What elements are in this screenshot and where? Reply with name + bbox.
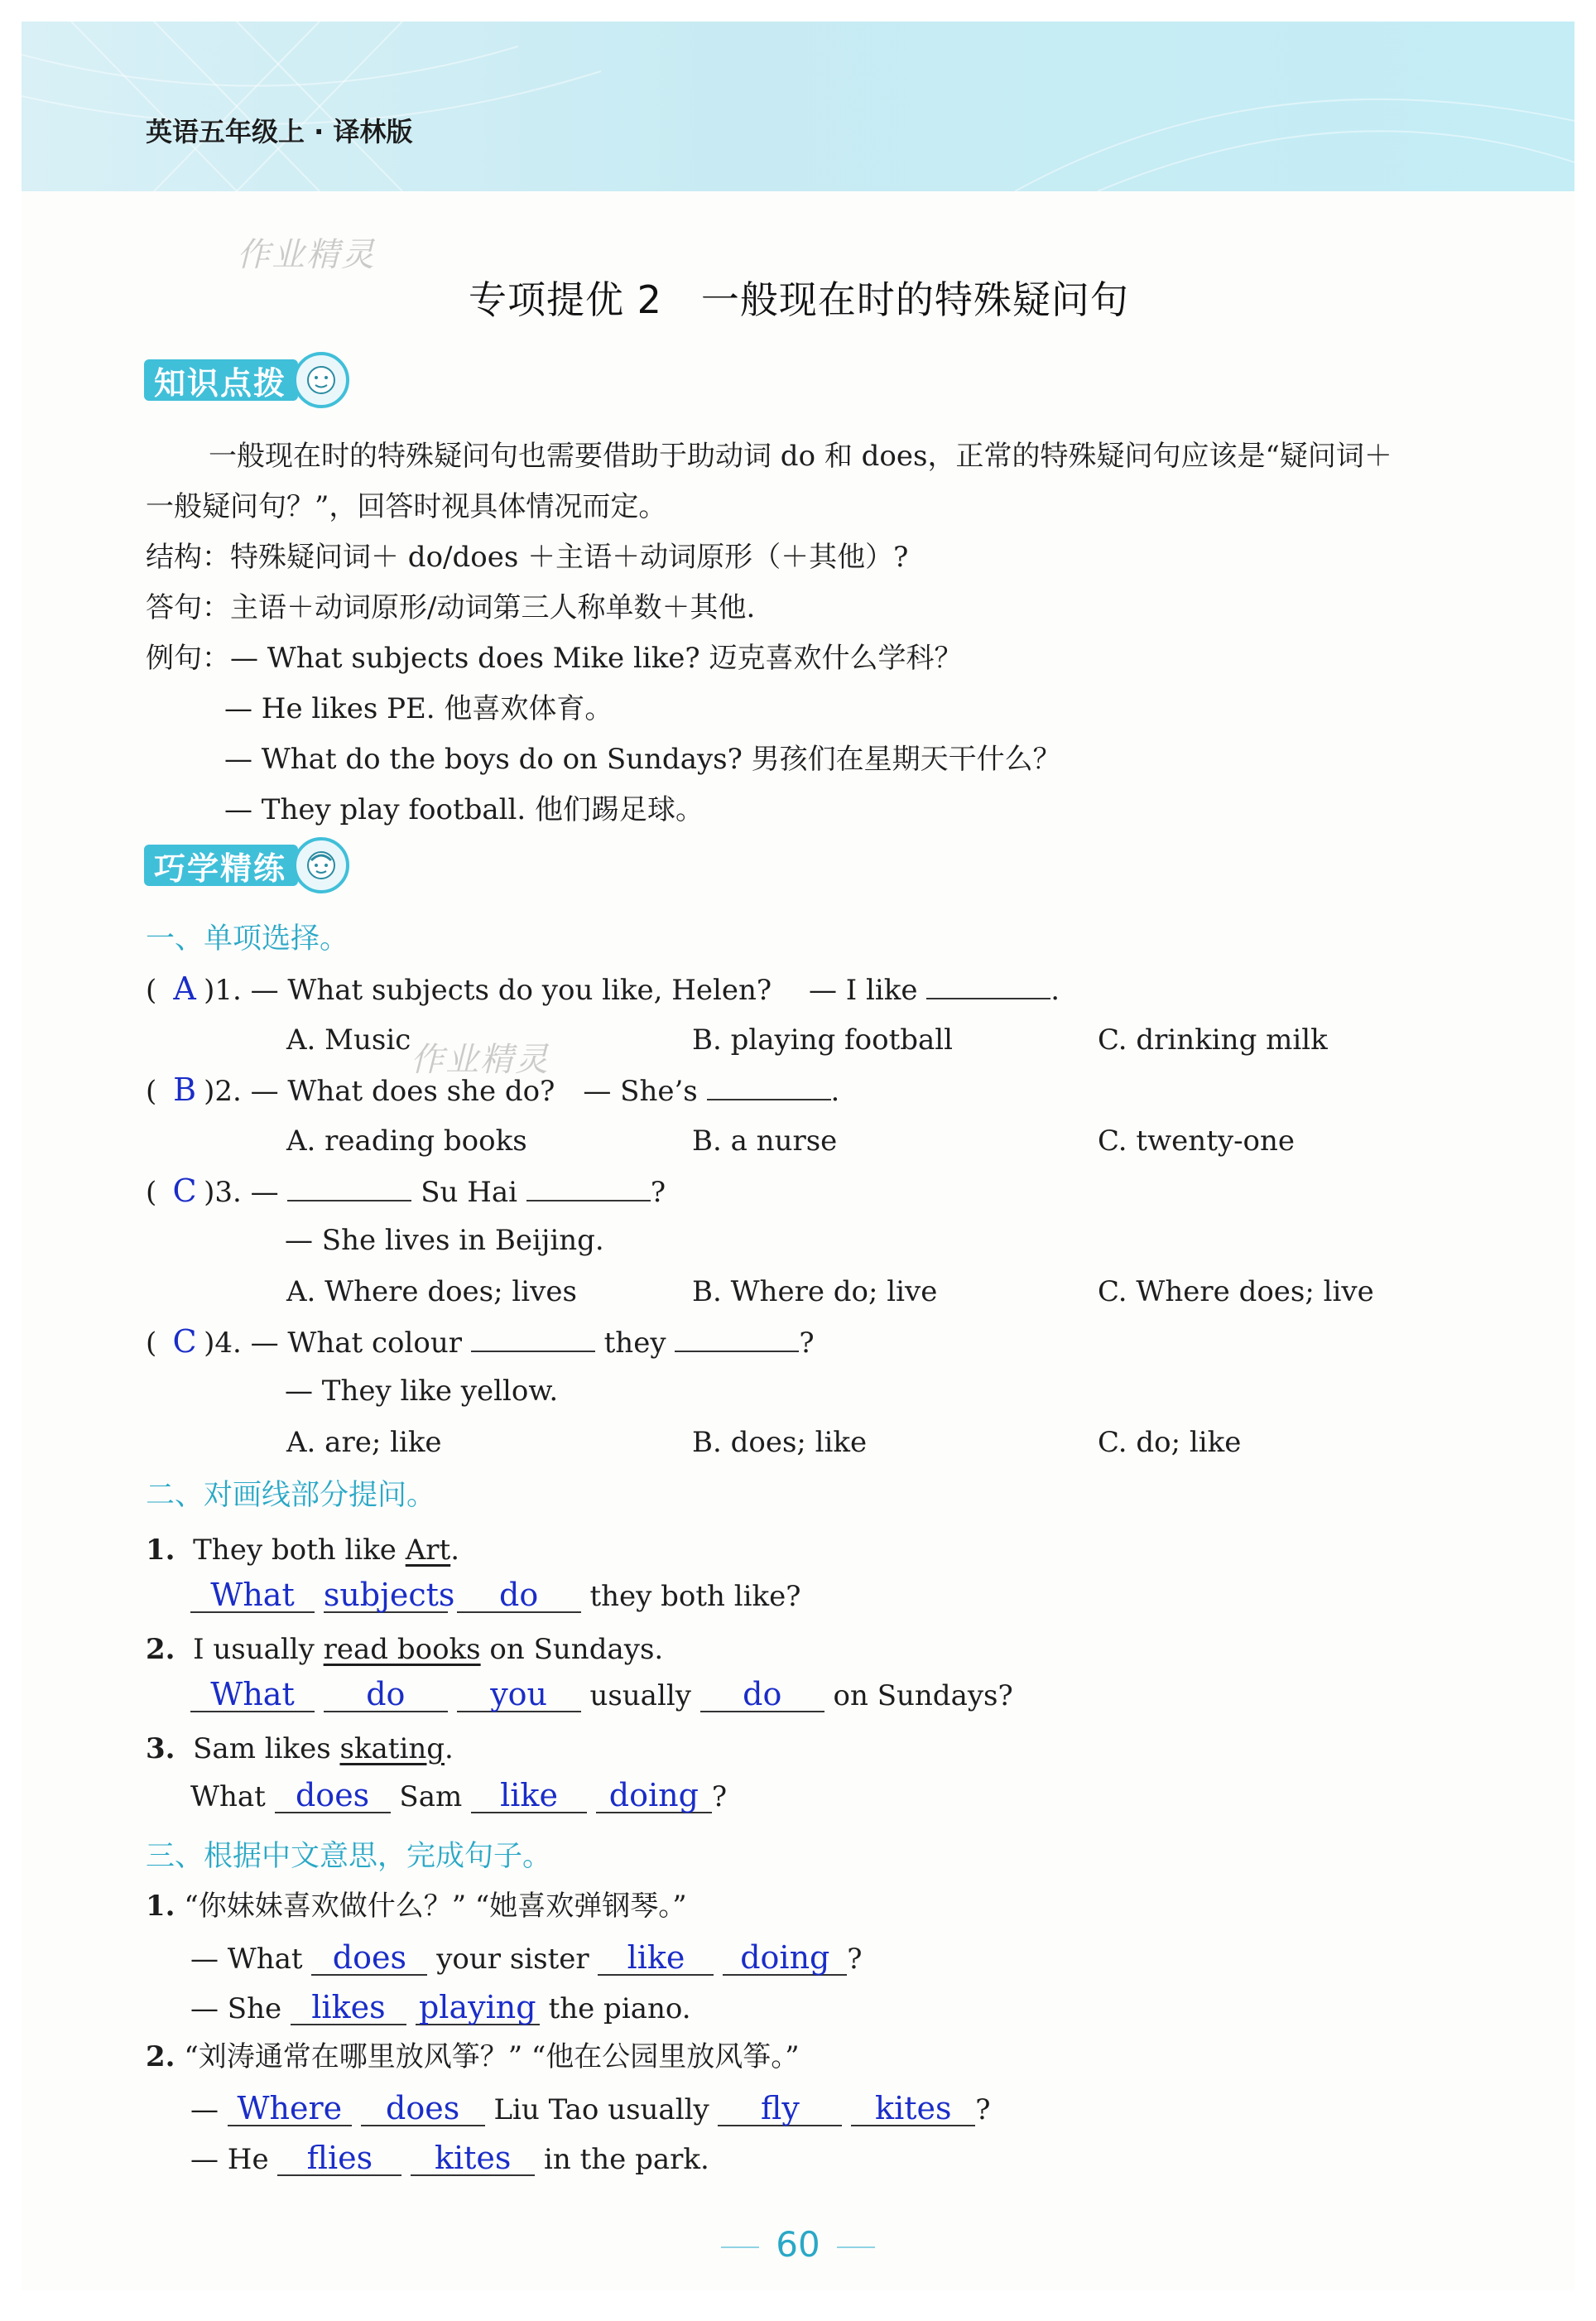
knowledge-para-1: 一般现在时的特殊疑问句也需要借助于助动词 do 和 does，正常的特殊疑问句应该是“疑问词＋ [209,440,1392,473]
option-c: C. drinking milk [1098,1023,1328,1057]
watermark: 作业精灵 [411,1041,550,1079]
answer-blank: does [275,1779,391,1813]
answer-2: B [173,1071,197,1108]
question-number: )1. [204,974,242,1007]
answer-blank: do [700,1678,824,1712]
divider [837,2246,875,2248]
header-pattern [22,22,1574,191]
answer-blank: Where [228,2092,352,2126]
question-4: ( C )4. — What colour they ? [146,1323,815,1360]
question-3: ( C )3. — Su Hai ? [146,1173,666,1209]
answer-4: C [172,1323,197,1360]
example-2: — He likes PE. 他喜欢体育。 [224,692,613,725]
question-number: )2. [204,1075,242,1108]
option-c: C. twenty-one [1098,1124,1296,1158]
watermark: 作业精灵 [237,236,376,274]
option-b: B. does; like [692,1426,868,1459]
answer-blank: likes [291,1991,406,2025]
question-number: )3. [204,1176,242,1209]
answer-blank: subjects [323,1577,455,1613]
option-b: B. a nurse [692,1124,838,1158]
option-a: A. reading books [286,1124,527,1158]
question-4-reply: — They like yellow. [285,1375,559,1408]
page-number [22,2224,1574,2265]
answer-blank: doing [723,1941,847,1976]
divider [721,2246,759,2248]
rewrite-1-answer: What subjects do they both like? [190,1578,800,1613]
answer-blank: doing [596,1779,712,1813]
option-a: A. Music [286,1023,411,1057]
section-2-title: 二、对画线部分提问。 [146,1479,436,1512]
answer-blank: do [324,1678,448,1712]
answer-blank: does [311,1941,427,1976]
practice-badge [144,841,349,889]
punct: ? [799,1327,815,1360]
underlined-part: Art [405,1534,451,1567]
answer-1: A [173,970,196,1007]
question-number: )4. [204,1327,242,1360]
rewrite-2-prompt: 2. I usually read books on Sundays. [146,1633,664,1666]
translate-1-line-1: — What does your sister like doing ? [190,1939,863,1976]
translate-1-prompt: 1. “你妹妹喜欢做什么？” “她喜欢弹钢琴。” [146,1890,687,1923]
answer-blank: playing [416,1991,540,2025]
underlined-part: skating [339,1732,445,1765]
answer-blank: flies [277,2141,401,2176]
answer-blank: kites [411,2141,535,2176]
answer-blank: fly [718,2092,842,2126]
option-c: C. Where does; live [1098,1275,1374,1308]
knowledge-answer: 答句：主语＋动词原形/动词第三人称单数＋其他. [146,591,756,624]
practice-badge-label: 巧学精练 [144,845,298,886]
translate-2-line-2: — He flies kites in the park. [190,2140,709,2176]
question-3-reply: — She lives in Beijing. [285,1224,604,1257]
example-4: — They play football. 他们踢足球。 [224,793,704,826]
answer-blank: What [190,1578,315,1613]
underlined-part: read books [323,1633,481,1666]
rewrite-1-prompt: 1. They both like Art. [146,1534,460,1567]
mascot-icon [293,352,349,408]
punct: . [830,1075,840,1108]
question-text: — What colour [250,1327,463,1360]
workbook-page [22,22,1574,2290]
translate-2-line-1: — Where does Liu Tao usually fly kites ? [190,2090,991,2126]
blank [675,1351,799,1352]
translate-1-line-2: — She likes playing the piano. [190,1989,691,2025]
answer-blank: does [361,2092,485,2126]
question-2: ( B )2. — What does she do? — She’s . [146,1071,840,1108]
answer-3: C [172,1173,197,1209]
blank [526,1200,651,1201]
rewrite-2-answer: What do you usually do on Sundays? [190,1678,1013,1712]
question-text: — What subjects do you like, Helen? — I like [250,974,918,1007]
section-3-title: 三、根据中文意思，完成句子。 [146,1840,552,1873]
knowledge-badge-label: 知识点拨 [144,359,298,401]
answer-blank: like [598,1941,714,1976]
page-number-label: 60 [776,2224,820,2265]
option-a: A. Where does; lives [286,1275,577,1308]
blank [926,998,1050,999]
question-1: ( A )1. — What subjects do you like, Helen? — I like . [146,970,1060,1007]
question-text: Su Hai [421,1176,518,1209]
example-3: — What do the boys do on Sundays? 男孩们在星期天干什么？ [224,743,1061,776]
answer-blank: do [457,1578,581,1613]
answer-blank: What [190,1678,315,1712]
option-a: A. are; like [286,1426,442,1459]
answer-blank: you [457,1678,581,1712]
book-label: 英语五年级上 · 译林版 [146,116,413,147]
option-b: B. Where do; live [692,1275,938,1308]
punct: . [1050,974,1060,1007]
blank [707,1099,831,1100]
question-text: they [603,1327,666,1360]
example-1: 例句：— What subjects does Mike like? 迈克喜欢什么学科？ [146,642,963,675]
header-band [22,22,1574,191]
rewrite-3-answer: What does Sam like doing ? [190,1777,728,1813]
knowledge-badge [144,356,349,404]
blank [287,1200,411,1201]
section-1-title: 一、单项选择。 [146,922,349,956]
option-c: C. do; like [1098,1426,1242,1459]
mascot-icon [293,837,349,893]
rewrite-3-prompt: 3. Sam likes skating. [146,1732,454,1765]
page-title: 专项提优 2 一般现在时的特殊疑问句 [469,277,1129,322]
blank [471,1351,595,1352]
knowledge-para-2: 一般疑问句？”，回答时视具体情况而定。 [146,490,667,523]
translate-2-prompt: 2. “刘涛通常在哪里放风筝？” “他在公园里放风筝。” [146,2040,800,2073]
answer-blank: kites [851,2092,975,2126]
question-text: — What does she do? — She’s [250,1075,698,1108]
punct: ? [650,1176,666,1209]
dash: — [250,1176,279,1209]
knowledge-structure: 结构：特殊疑问词＋ do/does ＋主语＋动词原形（＋其他）? [146,541,909,574]
option-b: B. playing football [692,1023,954,1057]
answer-blank: like [471,1779,587,1813]
